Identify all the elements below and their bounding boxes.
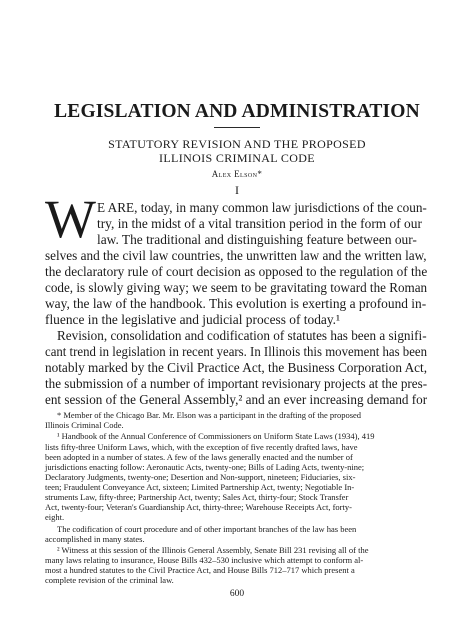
body-line-8: fluence in the legislative and judicial process of today.¹ [45,312,341,327]
footnote-line-3: ¹ Handbook of the Annual Conference of Commissioners on Uniform State Laws (1934), 419 [57,431,375,442]
body-line-10: cant trend in legislation in recent years. In Illinois this movement has been [45,344,428,359]
body-line-12: the submission of a number of important revisionary projects at the pres- [45,376,428,391]
body-line-3: law. The traditional and distinguishing feature between our- [97,232,417,247]
body-line-2: try, in the midst of a vital transition period in the form of our [97,216,422,231]
page-number: 600 [229,589,245,600]
body-line-1: E ARE, today, in many common law jurisdictions of the coun- [97,200,427,215]
footnote-line-10: Act, twenty-four; Veteran's Guardianship Act, thirty-three; Warehouse Receipts Act, forty- [45,502,352,513]
footnote-line-6: jurisdictions enacting follow: Aeronautic Acts, twenty-one; Bills of Lading Acts, twenty-nine; [45,461,365,472]
body-line-5: the declaratory rule of court decision as opposed to the regulation of the [45,264,428,279]
footnote-line-1: * Member of the Chicago Bar. Mr. Elson was a participant in the drafting of the proposed [57,410,362,420]
footnote-line-7: Declaratory Judgments, twenty-one; Desertion and Non-support, nineteen; Fiduciaries, six- [45,471,356,482]
footnote-line-13: accomplished in many states. [45,533,145,544]
footnote-line-8: teen; Fraudulent Conveyance Act, sixteen; Limited Partnership Act, twenty; Negotiable In- [45,481,355,492]
footnote-line-9: struments Law, fifty-three; Partnership Act, twenty; Sales Act, thirty-four; Stock Transfer [45,492,349,502]
drop-cap: W [45,189,95,249]
footnote-line-4: lists fifty-three Uniform Laws, which, with the exception of five recently drafted laws, have [45,441,358,452]
article-title-line-1: STATUTORY REVISION AND THE PROPOSED [108,137,366,151]
author-byline [0,169,474,180]
body-line-11: notably marked by the Civil Practice Act, the Business Corporation Act, [45,360,428,375]
body-line-7: way, the law of the handbook. This evolution is exerting a profound in- [45,296,427,311]
footnote-line-17: complete revision of the criminal law. [45,575,174,586]
body-line-13: ent session of the General Assembly,² and an ever increasing demand for [45,392,428,407]
footnote-line-2: Illinois Criminal Code. [45,420,124,431]
body-line-4: selves and the civil law countries, the unwritten law and the written law, [45,248,427,263]
footnote-line-16: most a hundred statutes to the Civil Practice Act, and House Bills 712–717 which present a [45,565,355,576]
author-footnote-mark: * [257,169,263,179]
footnote-line-12: The codification of court procedure and of other important branches of the law has been [57,523,357,534]
footnote-line-14: ² Witness at this session of the Illinois General Assembly, Senate Bill 231 revising all of the [57,544,369,555]
article-title-line-2: ILLINOIS CRIMINAL CODE [159,151,315,165]
footnote-line-15: many laws relating to insurance, House Bills 432–530 inclusive which attempt to conform al- [45,555,364,565]
footnote-line-5: been adopted in a number of states. A few of the laws generally enacted and the number of [45,451,353,462]
author-name: Alex Elson [211,169,258,179]
heading-rule [214,127,260,128]
body-line-6: code, is slowly giving way; we seem to be gravitating toward the Roman [45,280,428,295]
body-line-9: Revision, consolidation and codification of statutes has been a signifi- [57,328,427,343]
footnote-line-11: eight. [45,512,65,523]
section-number: I [235,183,239,197]
section-heading: LEGISLATION AND ADMINISTRATION [54,101,420,122]
